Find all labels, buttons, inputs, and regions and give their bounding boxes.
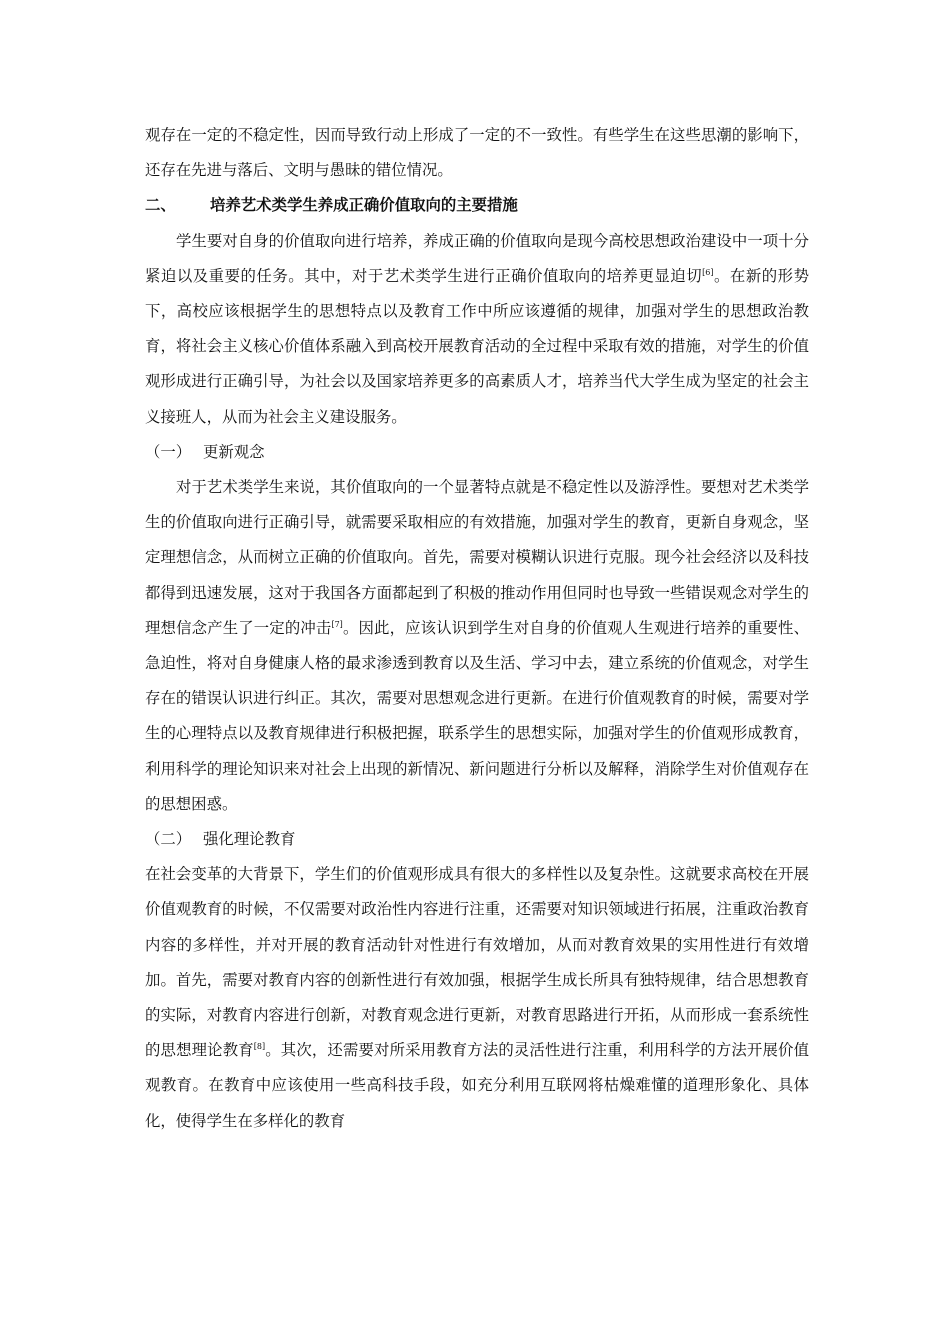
subsection-title: 强化理论教育 bbox=[203, 830, 296, 849]
paragraph-text: 。在新的形势下，高校应该根据学生的思想特点以及教育工作中所应该遵循的规律，加强对学生的思想政治教育，将社会主义核心价值体系融入到高校开展教育活动的全过程中采取有效的措施，对学生的价值观形成进行正确引导，为社会以及国家培养更多的高素质人才，培养当代大学生成为坚定的社会主义接班人，从而为社会主义建设服务。 bbox=[145, 266, 809, 426]
paragraph-text: 对于艺术类学生来说，其价值取向的一个显著特点就是不稳定性以及游浮性。要想对艺术类学生的价值取向进行正确引导，就需要采取相应的有效措施，加强对学生的教育，更新自身观念，坚定理想信念，从而树立正确的价值取向。首先，需要对模糊认识进行克服。现今社会经济以及科技都得到迅速发展，这对于我国各方面都起到了积极的推动作用但同时也导致一些错误观念对学生的理想信念产生了一定的冲击 bbox=[145, 478, 809, 637]
paragraph-intro bbox=[145, 118, 809, 188]
paragraph-text: 。因此，应该认识到学生对自身的价值观人生观进行培养的重要性、急迫性，将对自身健康人格的最求渗透到教育以及生活、学习中去，建立系统的价值观念，对学生存在的错误认识进行纠正。其次，需要对思想观念进行更新。在进行价值观教育的时候，需要对学生的心理特点以及教育规律进行积极把握，联系学生的思想实际，加强对学生的价值观形成教育，利用科学的理论知识来对社会上出现的新情况、新问题进行分析以及解释，消除学生对价值观存在的思想困惑。 bbox=[145, 618, 809, 813]
paragraph-subsection-2 bbox=[145, 857, 809, 1139]
paragraph-text: 。其次，还需要对所采用教育方法的灵活性进行注重，利用科学的方法开展价值观教育。在教育中应该使用一些高科技手段，如充分利用互联网将枯燥难懂的道理形象化、具体化，使得学生在多样化的教育 bbox=[145, 1041, 809, 1130]
paragraph-text: 在社会变革的大背景下，学生们的价值观形成具有很大的多样性以及复杂性。这就要求高校在开展价值观教育的时候，不仅需要对政治性内容进行注重，还需要对知识领域进行拓展，注重政治教育内容的多样性，并对开展的教育活动针对性进行有效增加，从而对教育效果的实用性进行有效增加。首先，需要对教育内容的创新性进行有效加强，根据学生成长所具有独特规律，结合思想教育的实际，对教育内容进行创新，对教育观念进行更新，对教育思路进行开拓，从而形成一套系统性的思想理论教育 bbox=[145, 865, 809, 1060]
subsection-heading bbox=[145, 822, 809, 857]
paragraph-subsection-1 bbox=[145, 470, 809, 822]
subsection-number: （一） bbox=[145, 442, 192, 461]
paragraph-text: 学生要对自身的价值取向进行培养，养成正确的价值取向是现今高校思想政治建设中一项十分紧迫以及重要的任务。其中，对于艺术类学生进行正确价值取向的培养更显迫切 bbox=[145, 231, 809, 285]
section-title: 培养艺术类学生养成正确价值取向的主要措施 bbox=[210, 196, 518, 215]
document-page bbox=[145, 118, 809, 1139]
subsection-title: 更新观念 bbox=[203, 442, 265, 461]
section-number: 二、 bbox=[145, 196, 176, 215]
paragraph-section-body bbox=[145, 224, 809, 435]
subsection-heading bbox=[145, 435, 809, 470]
paragraph-intro-text: 观存在一定的不稳定性，因而导致行动上形成了一定的不一致性。有些学生在这些思潮的影响下，还存在先进与落后、文明与愚昧的错位情况。 bbox=[145, 126, 809, 180]
section-heading bbox=[145, 188, 809, 223]
citation-marker: [6] bbox=[702, 267, 714, 277]
subsection-number: （二） bbox=[145, 830, 192, 849]
citation-marker: [7] bbox=[331, 619, 343, 629]
citation-marker: [8] bbox=[253, 1042, 266, 1052]
